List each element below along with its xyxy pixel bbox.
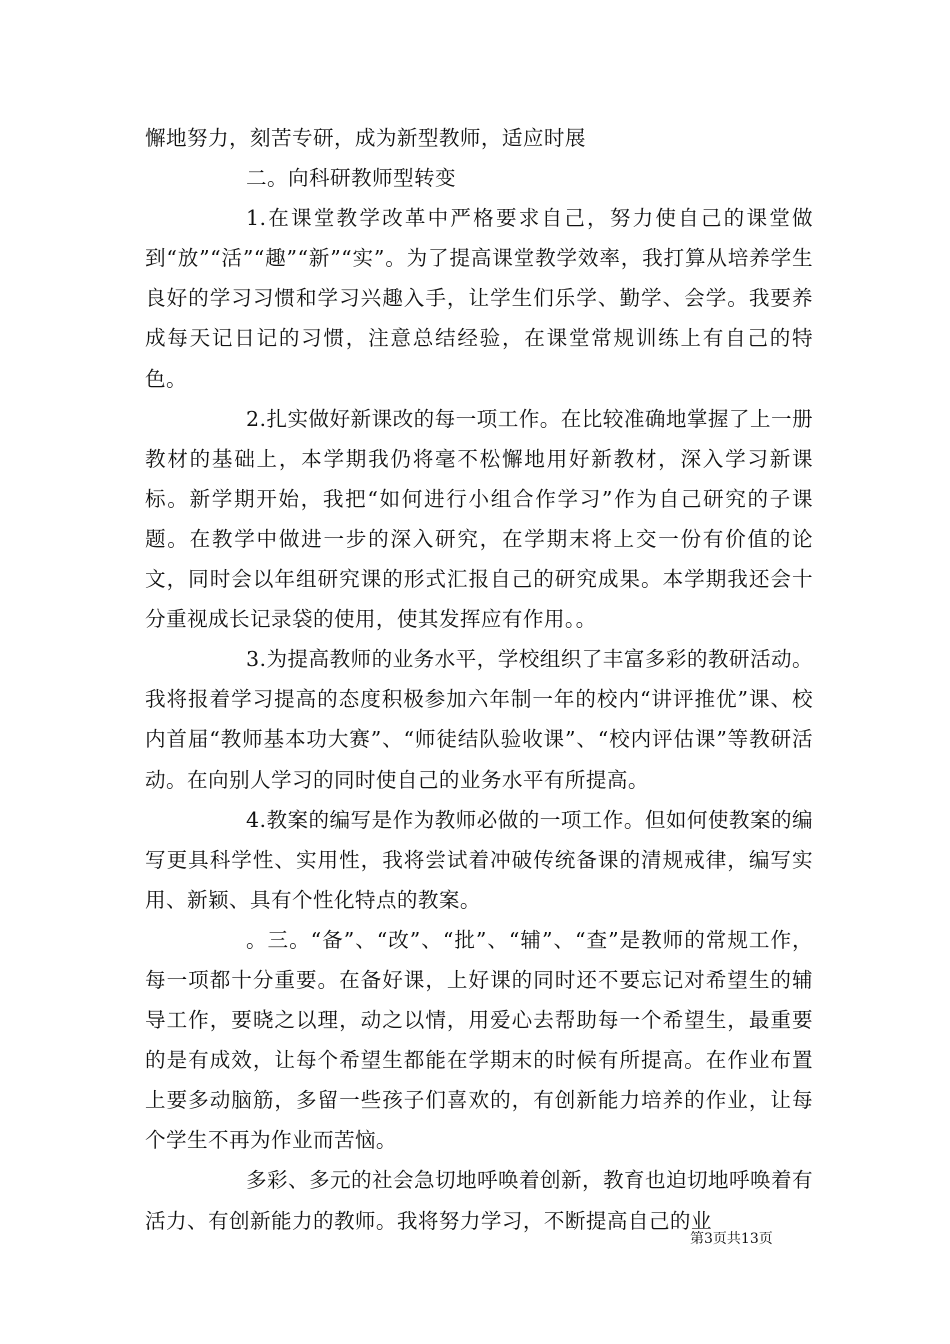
section-heading-2: 二。向科研教师型转变 xyxy=(246,166,456,191)
paragraph-item-4: 4.教案的编写是作为教师必做的一项工作。但如何使教案的编写更具科学性、实用性，我将尝试着冲破传统备课的清规戒律，编写实用、新颖、具有个性化特点的教案。 xyxy=(145,807,813,912)
paragraph-item-1: 1.在课堂教学改革中严格要求自己，努力使自己的课堂做到“放”“活”“趣”“新”“实”。为了提高课堂教学效率，我打算从培养学生良好的学习习惯和学习兴趣入手，让学生们乐学、勤学、会学。我要养成每天记日记的习惯，注意总结经验，在课堂常规训练上有自己的特色。 xyxy=(145,206,813,391)
paragraph-closing: 多彩、多元的社会急切地呼唤着创新，教育也迫切地呼唤着有活力、有创新能力的教师。我将努力学习，不断提高自己的业 xyxy=(145,1168,813,1233)
paragraph-item-3: 3.为提高教师的业务水平，学校组织了丰富多彩的教研活动。我将报着学习提高的态度积极参加六年制一年的校内“讲评推优”课、校内首届“教师基本功大赛”、“师徒结队验收课”、“校内评估课”等教研活动。在向别人学习的同时使自己的业务水平有所提高。 xyxy=(145,647,813,792)
page-number-footer: 第3页共13页 xyxy=(690,1231,773,1247)
paragraph-item-2: 2.扎实做好新课改的每一项工作。在比较准确地掌握了上一册教材的基础上，本学期我仍将毫不松懈地用好新教材，深入学习新课标。新学期开始，我把“如何进行小组合作学习”作为自己研究的子课题。在教学中做进一步的深入研究，在学期末将上交一份有价值的论文，同时会以年组研究课的形式汇报自己的研究成果。本学期我还会十分重视成长记录袋的使用，使其发挥应有作用。。 xyxy=(145,406,813,632)
document-body xyxy=(145,118,813,1241)
paragraph-continuation: 懈地努力，刻苦专研，成为新型教师，适应时展 xyxy=(145,126,586,150)
section-heading-3-paragraph: 。三。“备”、“改”、“批”、“辅”、“查”是教师的常规工作，每一项都十分重要。在备好课，上好课的同时还不要忘记对希望生的辅导工作，要晓之以理，动之以情，用爱心去帮助每一个希望生，最重要的是有成效，让每个希望生都能在学期末的时候有所提高。在作业布置上要多动脑筋，多留一些孩子们喜欢的，有创新能力培养的作业，让每个学生不再为作业而苦恼。 xyxy=(145,927,813,1153)
